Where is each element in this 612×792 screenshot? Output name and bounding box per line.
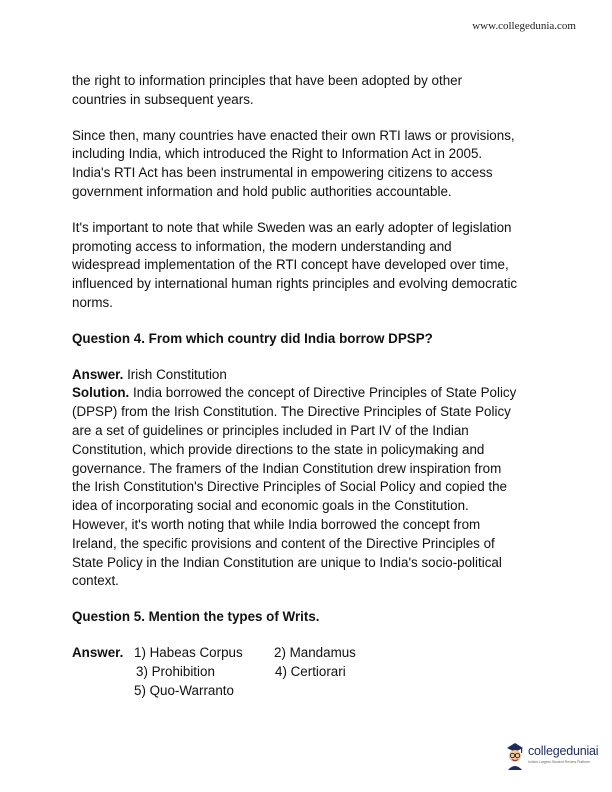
writ-item: 3) Prohibition (136, 663, 215, 679)
answer-label: Answer. (72, 366, 124, 382)
writ-item: 1) Habeas Corpus (134, 644, 243, 660)
writ-item: 5) Quo-Warranto (134, 682, 234, 698)
question-5-title: Question 5. Mention the types of Writs. (72, 609, 320, 625)
writ-item: 2) Mandamus (274, 644, 356, 660)
solution-label: Solution. (72, 385, 130, 401)
text-line: are a set of guidelines or principles included in Part IV of the Indian (72, 422, 469, 438)
text-line: India's RTI Act has been instrumental in empowering citizens to access (72, 165, 493, 181)
text-line: State Policy in the Indian Constitution are unique to India's socio-political (72, 554, 502, 570)
mascot-icon (504, 740, 526, 775)
text-line: Ireland, the specific provisions and content of the Directive Principles of (72, 535, 495, 551)
question-4-title: Question 4. From which country did India borrow DPSP? (72, 330, 433, 346)
question-4-answer-block (72, 366, 552, 592)
solution-first-line (72, 384, 552, 403)
text-line: governance. The framers of the Indian Constitution drew inspiration from (72, 460, 502, 476)
text-line: countries in subsequent years. (72, 91, 254, 107)
text-line: promoting access to information, the modern understanding and (72, 238, 452, 254)
writs-list (72, 644, 552, 702)
text-line: idea of incorporating social and economic goals in the Constitution. (72, 498, 469, 514)
answer-text: Irish Constitution (123, 366, 227, 382)
text-line: the right to information principles that have been adopted by other (72, 73, 463, 88)
text-line: It's important to note that while Sweden was an early adopter of legislation (72, 219, 512, 235)
answer-label: Answer. (72, 644, 124, 660)
paragraph-rti-india (72, 127, 552, 202)
header-url: www.collegedunia.com (472, 20, 576, 32)
text-line: including India, which introduced the Right to Information Act in 2005. (72, 146, 483, 162)
brand-name: collegeduniai (528, 744, 599, 758)
answer-line (72, 366, 552, 385)
text-line: widespread implementation of the RTI concept have developed over time, (72, 257, 509, 273)
text-line: However, it's worth noting that while India borrowed the concept from (72, 516, 481, 532)
paragraph-rti-sweden (72, 219, 552, 313)
page-content (72, 72, 552, 702)
collegedunia-logo (504, 738, 612, 774)
brand-tagline: India's Largest Student Review Platform (528, 760, 591, 764)
text-line: norms. (72, 294, 113, 310)
text-line: influenced by international human rights principles and evolving democratic (72, 276, 518, 292)
text-line: Since then, many countries have enacted their own RTI laws or provisions, (72, 127, 515, 143)
text-line: government information and hold public authorities accountable. (72, 183, 452, 199)
solution-text: India borrowed the concept of Directive Principles of State Policy (129, 385, 517, 401)
paragraph-rti-history (72, 72, 552, 110)
text-line: (DPSP) from the Irish Constitution. The Directive Principles of State Policy (72, 404, 511, 420)
text-line: Constitution, which provide directions to the state in policymaking and (72, 441, 485, 457)
text-line: the Irish Constitution's Directive Principles of Social Policy and copied the (72, 479, 507, 495)
writ-item: 4) Certiorari (275, 663, 346, 679)
text-line: context. (72, 573, 119, 589)
